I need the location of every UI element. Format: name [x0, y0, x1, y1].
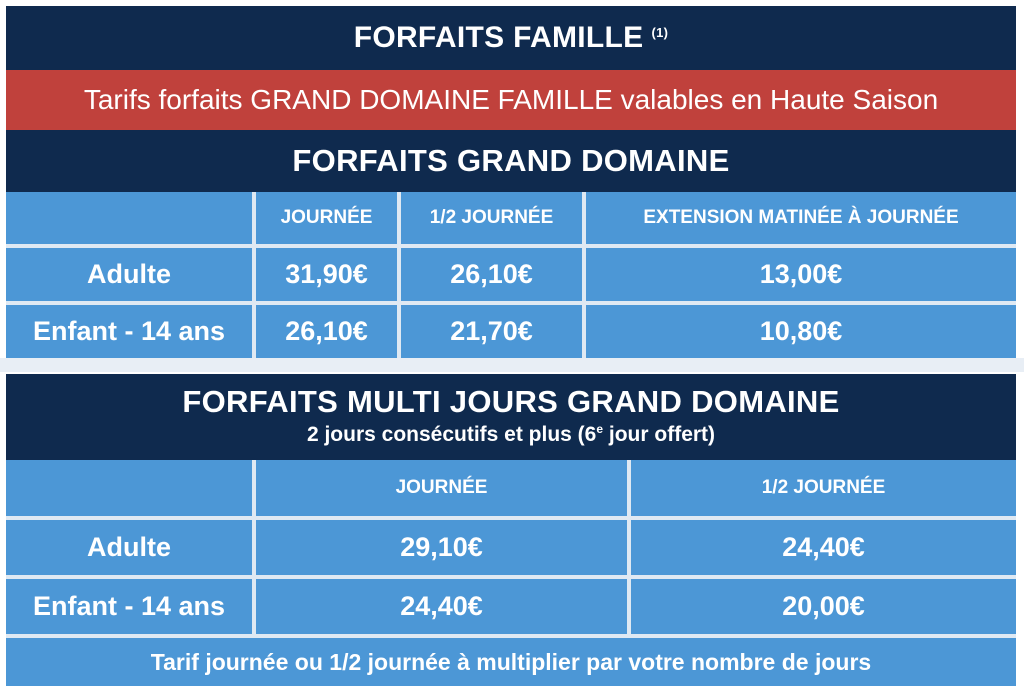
price-cell: 24,40€: [256, 579, 631, 634]
row-label: Adulte: [6, 248, 256, 305]
famille-subtitle: Tarifs forfaits GRAND DOMAINE FAMILLE valables en Haute Saison: [83, 84, 939, 115]
grand-domaine-table: [6, 192, 1016, 358]
table-row: [6, 305, 1016, 358]
header-cell-demi-journee: 1/2 JOURNÉE: [401, 192, 586, 248]
price-cell: 26,10€: [256, 305, 401, 358]
famille-subtitle-bar: [6, 70, 1016, 130]
table-row: [6, 248, 1016, 305]
multi-jours-subtitle: 2 jours consécutifs et plus (6e jour offert): [306, 422, 716, 446]
grand-domaine-title-bar: [6, 130, 1016, 192]
header-cell-demi-journee: 1/2 JOURNÉE: [631, 460, 1016, 520]
multi-jours-footnote: Tarif journée ou 1/2 journée à multiplier par votre nombre de jours: [6, 634, 1016, 686]
multi-jours-title-bar: [6, 374, 1016, 460]
row-label: Adulte: [6, 520, 256, 579]
header-cell-extension: EXTENSION MATINÉE À JOURNÉE: [586, 192, 1016, 248]
header-cell-empty: [6, 192, 256, 248]
famille-title: FORFAITS FAMILLE: [353, 21, 644, 54]
multi-jours-title: FORFAITS MULTI JOURS GRAND DOMAINE: [182, 384, 840, 419]
header-cell-journee: JOURNÉE: [256, 460, 631, 520]
row-label: Enfant - 14 ans: [6, 305, 256, 358]
price-cell: 21,70€: [401, 305, 586, 358]
price-cell: 10,80€: [586, 305, 1016, 358]
famille-title-bar: [6, 6, 1016, 70]
price-cell: 24,40€: [631, 520, 1016, 579]
price-cell: 26,10€: [401, 248, 586, 305]
header-cell-journee: JOURNÉE: [256, 192, 401, 248]
famille-title-note: (1): [651, 24, 669, 40]
table-row: [6, 520, 1016, 579]
price-cell: 29,10€: [256, 520, 631, 579]
price-cell: 13,00€: [586, 248, 1016, 305]
table-header-row: [6, 192, 1016, 248]
header-cell-empty: [6, 460, 256, 520]
table-header-row: [6, 460, 1016, 520]
price-cell: 31,90€: [256, 248, 401, 305]
row-label: Enfant - 14 ans: [6, 579, 256, 634]
multi-jours-table: [6, 460, 1016, 634]
section-divider: [0, 358, 1024, 372]
table-row: [6, 579, 1016, 634]
price-cell: 20,00€: [631, 579, 1016, 634]
grand-domaine-title: FORFAITS GRAND DOMAINE: [292, 143, 730, 178]
